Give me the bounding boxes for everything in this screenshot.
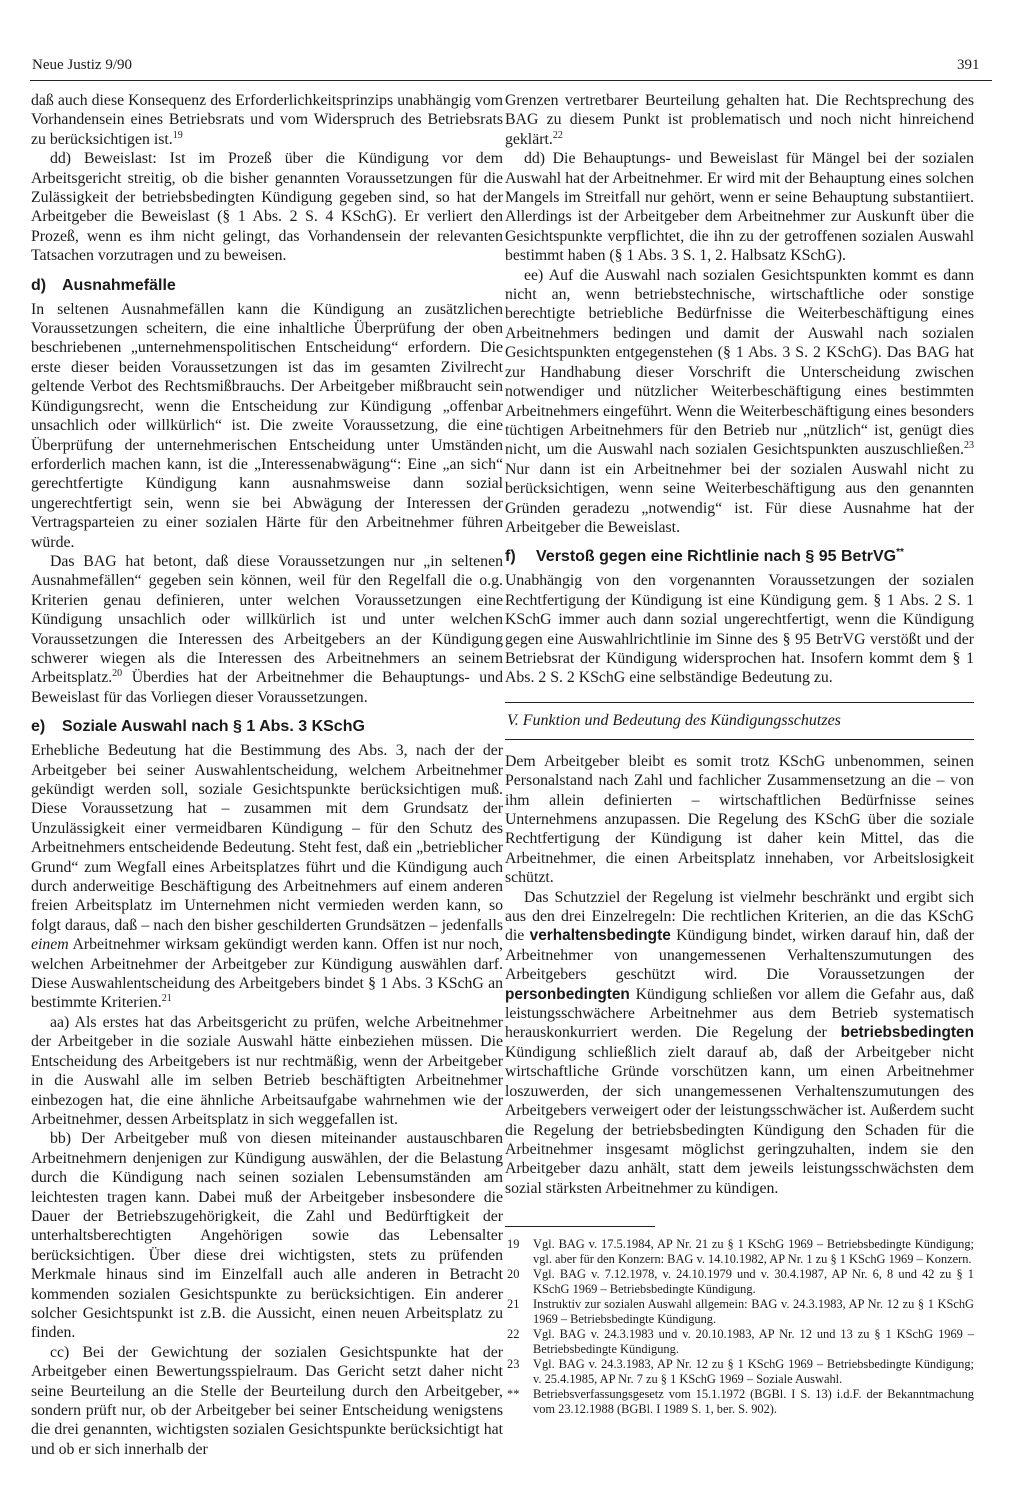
paragraph: aa) Als erstes hat das Arbeitsgericht zu prüfen, welche Arbeitnehmer der Arbeitgeber in die soziale Auswahl hätte einbeziehen müssen. Die Entscheidung des Arbeitgebers ist nur rechtmäßig, wenn der Arbeitgeber in die Auswahl alle im selben Betrieb beschäftigten Arbeitnehmer einbezogen hat, die eine ähnliche Arbeitsaufgabe wahrnehmen wie der Arbeitnehmer, dessen Arbeitsplatz in sich weggefallen ist. — [31, 1013, 503, 1128]
footnote: 20 Vgl. BAG v. 7.12.1978, v. 24.10.1979 und v. 30.4.1987, AP Nr. 6, 8 und 42 zu § 1 KSchG 1969 – Betriebsbedingte Kündigung. — [507, 1267, 974, 1296]
paragraph: Das Schutzziel der Regelung ist vielmehr beschränkt und ergibt sich aus den drei Einzelregeln: Die rechtlichen Kriterien, an die das KSchG die verhaltensbedingte Kündigung bindet, wirken darauf hin, daß der Arbeitnehmer von unangemessenen Verhaltenszumutungen des Arbeitgebers geschützt wird. Die Voraussetzungen der personbedingten Kündigung schließen vor allem die Gefahr aus, daß leistungsschwächere Arbeitnehmer aus dem Betrieb systematisch herauskonkurriert werden. Die Regelung der betriebsbedingten Kündigung schließlich zielt darauf ab, daß der Arbeitgeber nicht wirtschaftliche Gründe vorschützen kann, um einen Arbeitnehmer loszuwerden, der sich unangemessenen Verhaltenszumutungen des Arbeitgebers verweigert oder der leistungsschwächer ist. Außerdem sucht die Regelung der betriebsbedingten Kündigung den Schaden für die Arbeitnehmer insgesamt möglichst geringzuhalten, indem sie den Arbeitgeber dazu anhält, statt dem jeweils leistungsschwächsten dem sozial stärksten Arbeitnehmer zu kündigen. — [505, 888, 974, 1197]
page-number: 391 — [957, 57, 980, 73]
header-rule — [30, 80, 992, 81]
footnote-ref[interactable]: 21 — [161, 993, 172, 1005]
section-heading-d: d) Ausnahmefälle — [31, 276, 176, 294]
paragraph: Unabhängig von den vorgenannten Voraussetzungen der sozialen Rechtfertigung der Kündigung ist eine Kündigung gem. § 1 Abs. 2 S. 1 KSchG immer auch dann sozial ungerechtfertigt, wenn die Kündigung gegen eine Auswahlrichtlinie im Sinne des § 95 BetrVG verstößt und der Betriebsrat der Kündigung widersprochen hat. Insofern kommt dem § 1 Abs. 2 S. 2 KSchG eine selbständige Bedeutung zu. — [505, 572, 974, 687]
footnote-rule — [505, 1226, 655, 1227]
paragraph: Dem Arbeitgeber bleibt es somit trotz KSchG unbenommen, seinen Personalstand nach Zahl und fachlicher Zusammensetzung an die – von ihm allein definierten – wirtschaftlichen Bedürfnisse seines Unternehmens anzupassen. Die Regelung des KSchG über die soziale Rechtfertigung der Kündigung ist daher kein Mittel, das die Arbeitnehmer, die einen Arbeitsplatz innehaben, vor Arbeitslosigkeit schützt. — [505, 752, 974, 887]
footnote: 23 Vgl. BAG v. 24.3.1983, AP Nr. 12 zu § 1 KSchG 1969 – Betriebsbedingte Kündigung; v. 25.4.1985, AP Nr. 7 zu § 1 KSchG 1969 – Soziale Auswahl. — [507, 1357, 974, 1386]
chapter-heading-v: V. Funktion und Bedeutung des Kündigungsschutzes — [505, 702, 974, 740]
keyword-bold: betriebsbedingten — [840, 1024, 974, 1042]
section-heading-f: f) Verstoß gegen eine Richtlinie nach § 95 BetrVG** — [505, 547, 904, 566]
footnote-ref[interactable]: 23 — [964, 440, 974, 452]
footnote-ref[interactable]: 20 — [112, 668, 123, 680]
paragraph: cc) Bei der Gewichtung der sozialen Gesichtspunkte hat der Arbeitgeber einen Bewertungsspielraum. Das Gericht setzt daher nicht seine Beurteilung an die Stelle der Beurteilung durch den Arbeitgeber, sondern prüft nur, ob der Arbeitgeber bei seiner Entscheidung wenigstens die drei genannten, wichtigsten sozialen Gesichtspunkte berücksichtigt hat und ob er sich innerhalb der — [31, 1343, 503, 1458]
paragraph: daß auch diese Konsequenz des Erforderlichkeitsprinzips unabhängig vom Vorhandensein eines Betriebsrats und vom Widerspruch des Betriebsrats zu berücksichtigen ist.$^{19}$ — [31, 92, 503, 148]
paragraph: dd) Die Behauptungs- und Beweislast für Mängel bei der sozialen Auswahl hat der Arbeitnehmer. Er wird mit der Behauptung eines solchen Mangels im Streitfall nur gehört, wenn er seine Behauptung substantiiert. Allerdings ist der Arbeitgeber dem Arbeitnehmer zur Auskunft über die Gesichtspunkte verpflichtet, die ihn zu der getroffenen sozialen Auswahl bestimmt haben (§ 1 Abs. 3 S. 1, 2. Halbsatz KSchG). — [505, 150, 974, 265]
footnote-ref[interactable]: 22 — [552, 129, 563, 141]
running-header-journal: Neue Justiz 9/90 — [32, 57, 132, 73]
footnote: 21 Instruktiv zur sozialen Auswahl allgemein: BAG v. 24.3.1983, AP Nr. 12 zu § 1 KSchG 1969 – Betriebsbedingte Kündigung. — [507, 1297, 974, 1326]
paragraph: ee) Auf die Auswahl nach sozialen Gesichtspunkten kommt es dann nicht an, wenn betriebstechnische, wirtschaftliche oder sonstige berechtigte betriebliche Bedürfnisse die Weiterbeschäftigung eines Arbeitnehmers bedingen und damit der Auswahl nach sozialen Gesichtspunkten entgegenstehen (§ 1 Abs. 3 S. 2 KSchG). Das BAG hat zur Handhabung dieser Vorschrift die Unterscheidung zwischen notwendiger und nützlicher Weiterbeschäftigung eines bestimmten Arbeitnehmers eingeführt. Wenn die Weiterbeschäftigung eines besonders tüchtigen Arbeitnehmers für den Betrieb nur „nützlich“ ist, genügt dies nicht, um die Auswahl nach sozialen Gesichtspunkten auszuschließen.$^{23}$ Nur dann ist ein Arbeitnehmer bei der sozialen Auswahl nicht zu berücksichtigen, wenn seine Weiterbeschäftigung aus den genannten Gründen geradezu „notwendig“ ist. Für diese Ausnahme hat der Arbeitgeber die Beweislast. — [505, 266, 974, 536]
footnote-ref[interactable]: ** — [896, 547, 904, 559]
keyword-bold: personbedingten — [505, 985, 630, 1003]
paragraph: dd) Beweislast: Ist im Prozeß über die Kündigung vor dem Arbeitsgericht streitig, ob die bisher genannten Voraussetzungen für die Zulässigkeit der betriebsbedingten Kündigung gegeben sind, so hat der Arbeitgeber die Beweislast (§ 1 Abs. 2 S. 4 KSchG). Er verliert den Prozeß, wenn es ihm nicht gelingt, das Vorhandensein der relevanten Tatsachen vorzutragen und zu beweisen. — [31, 150, 503, 265]
paragraph: Das BAG hat betont, daß diese Voraussetzungen nur „in seltenen Ausnahmefällen“ gegeben sein können, weil für den Regelfall die o.g. Kriterien genau definieren, unter welchen Voraussetzungen eine Kündigung unsachlich oder willkürlich ist und unter welchen Voraussetzungen die Interessen des Arbeitgebers an der Kündigung schwerer wiegen als die Interessen des Arbeitnehmers an seinem Arbeitsplatz.$^{20}$ Überdies hat der Arbeitnehmer die Behauptungs- und Beweislast für das Vorliegen dieser Voraussetzungen. — [31, 552, 503, 706]
right-column — [505, 91, 974, 1417]
paragraph: bb) Der Arbeitgeber muß von diesen miteinander austauschbaren Arbeitnehmern denjenigen zur Kündigung auswählen, der die Belastung durch die Kündigung nach seinen sozialen Lebensumständen am leichtesten tragen kann. Dabei muß der Arbeitgeber insbesondere die Dauer der Betriebszugehörigkeit, die Zahl und Bedürftigkeit der unterhaltsberechtigten Angehörigen sowie das Lebensalter berücksichtigen. Über diese drei wichtigsten, stets zu prüfenden Merkmale hinaus sind im Einzelfall auch alle anderen in Betracht kommenden sozialen Gesichtspunkte zu berücksichtigen. Ein anderer solcher Gesichtspunkt ist z.B. die Aussicht, einen neuen Arbeitsplatz zu finden. — [31, 1130, 503, 1342]
paragraph: Grenzen vertretbarer Beurteilung gehalten hat. Die Rechtsprechung des BAG zu diesem Punkt ist problematisch und noch nicht hinreichend geklärt.$^{22}$ — [505, 92, 974, 148]
paragraph: In seltenen Ausnahmefällen kann die Kündigung an zusätzlichen Voraussetzungen scheitern, die eine inhaltliche Überprüfung der oben beschriebenen „unternehmenspolitischen Entscheidung“ erfordern. Die erste dieser beiden Voraussetzungen ist das im gesamten Zivilrecht geltende Verbot des Rechtsmißbrauchs. Der Arbeitgeber mißbraucht sein Kündigungsrecht, wenn die Entscheidung zur Kündigung „offenbar unsachlich oder willkürlich“ ist. Die zweite Voraussetzung, die eine Überprüfung der unternehmerischen Entscheidung unter Umständen erforderlich machen kann, ist die „Interessenabwägung“: Eine „an sich“ gerechtfertigte Kündigung kann ausnahmsweise dann sozial ungerechtfertigt sein, wenn sie bei Abwägung der Interessen der Vertragsparteien zu einer sozialen Härte für den Arbeitnehmer führen würde. — [31, 300, 503, 551]
paragraph: Erhebliche Bedeutung hat die Bestimmung des Abs. 3, nach der der Arbeitgeber bei seiner Auswahlentscheidung, welchem Arbeitnehmer gekündigt werden soll, soziale Gesichtspunkte berücksichtigen muß. Diese Voraussetzung hat – zusammen mit dem Grundsatz der Unzulässigkeit einer vermeidbaren Kündigung – für den Schutz des Arbeitnehmers entscheidende Bedeutung. Steht fest, daß ein „betrieblicher Grund“ zum Wegfall eines Arbeitsplatzes führt und die Kündigung auch durch anderweitige Beschäftigung des Arbeitnehmers auf einem anderen freien Arbeitsplatz im Unternehmen nicht vermieden werden kann, so folgt daraus, daß – nach den bisher geschilderten Grundsätzen – jedenfalls einem Arbeitnehmer wirksam gekündigt werden kann. Offen ist nur noch, welchen Arbeitnehmer der Arbeitgeber zur Kündigung auswählen darf. Diese Auswahlentscheidung des Arbeitgebers bindet § 1 Abs. 3 KSchG an bestimmte Kriterien.$^{21}$ — [31, 742, 503, 1012]
footnote: 19 Vgl. BAG v. 17.5.1984, AP Nr. 21 zu § 1 KSchG 1969 – Betriebsbedingte Kündigung; vgl. aber für den Konzern: BAG v. 14.10.1982, AP Nr. 1 zu § 1 KSchG 1969 – Konzern. — [507, 1237, 974, 1266]
emphasis: einem — [31, 936, 69, 954]
footnotes — [505, 1237, 974, 1416]
section-heading-e: e) Soziale Auswahl nach § 1 Abs. 3 KSchG — [31, 718, 365, 736]
footnote: 22 Vgl. BAG v. 24.3.1983 und v. 20.10.1983, AP Nr. 12 und 13 zu § 1 KSchG 1969 – Betriebsbedingte Kündigung. — [507, 1327, 974, 1356]
footnote: ** Betriebsverfassungsgesetz vom 15.1.1972 (BGBl. I S. 13) i.d.F. der Bekanntmachung vom 23.12.1988 (BGBl. I 1989 S. 1, ber. S. 902). — [507, 1387, 974, 1416]
left-column — [31, 91, 503, 1459]
keyword-bold: verhaltensbedingte — [529, 927, 671, 945]
footnote-ref[interactable]: 19 — [172, 129, 183, 141]
